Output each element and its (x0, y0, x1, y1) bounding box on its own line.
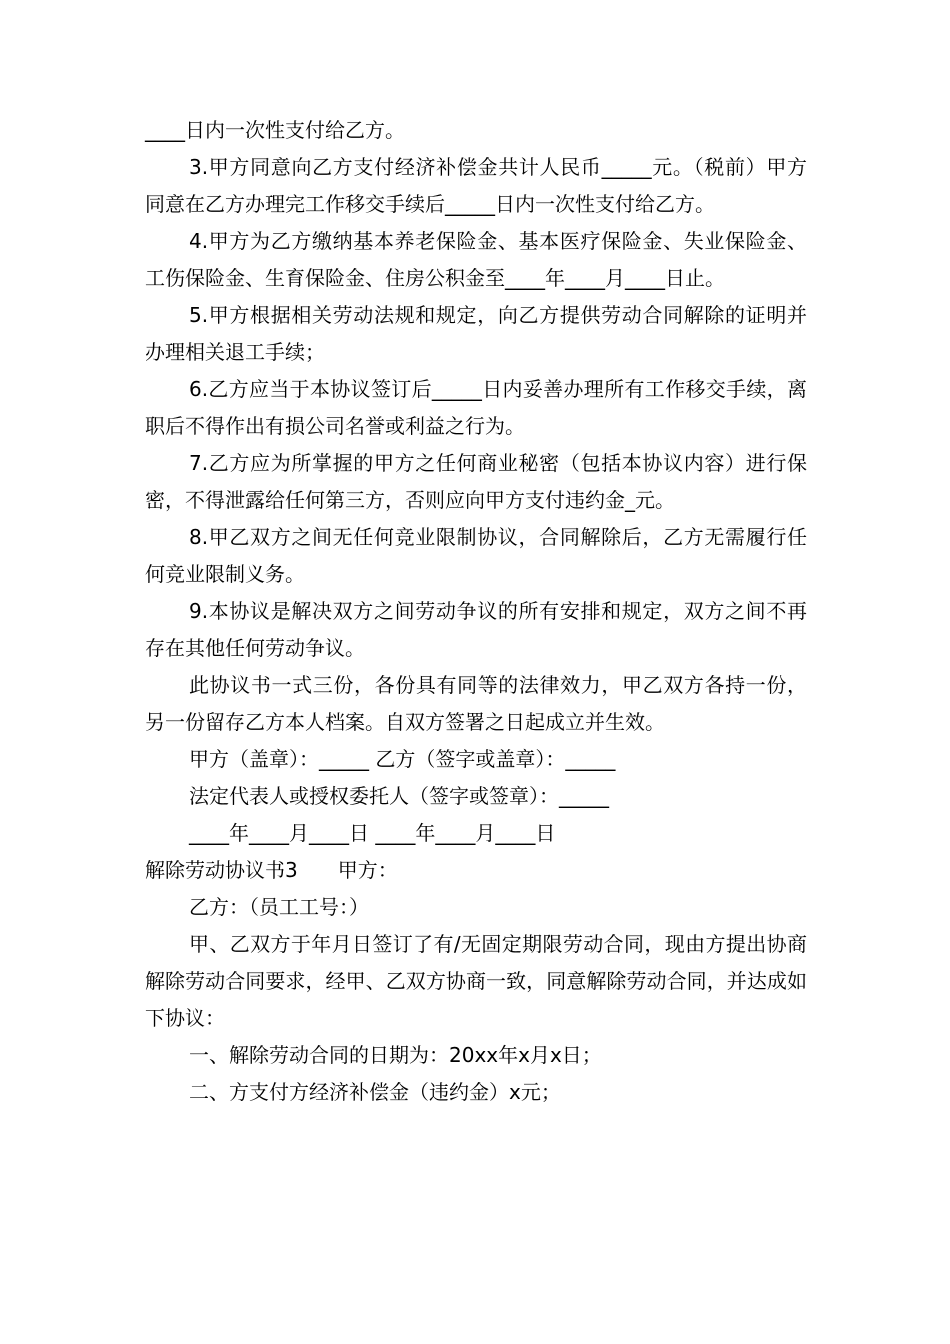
paragraph-clause-3: 3.甲方同意向乙方支付经济补偿金共计人民币_____元。（税前）甲方同意在乙方办理完工作移交手续后_____日内一次性支付给乙方。 (145, 155, 807, 216)
paragraph-clause-9: 9.本协议是解决双方之间劳动争议的所有安排和规定，双方之间不再存在其他任何劳动争议。 (145, 599, 807, 660)
paragraph-item-2: 二、方支付方经济补偿金（违约金）x元； (189, 1080, 561, 1104)
paragraph-party-b: 乙方：（员工工号：） (189, 895, 369, 919)
paragraph-copies: 此协议书一式三份，各份具有同等的法律效力，甲乙双方各持一份，另一份留存乙方本人档案。自双方签署之日起成立并生效。 (145, 673, 807, 734)
paragraph-clause-5: 5.甲方根据相关劳动法规和规定，向乙方提供劳动合同解除的证明并办理相关退工手续； (145, 303, 807, 364)
paragraph-item-1: 一、解除劳动合同的日期为：20xx年x月x日； (189, 1043, 602, 1067)
signature-line-dates: ____年____月____日 ____年____月____日 (189, 821, 556, 845)
paragraph-clause-7: 7.乙方应为所掌握的甲方之任何商业秘密（包括本协议内容）进行保密，不得泄露给任何第三方，否则应向甲方支付违约金_元。 (145, 451, 807, 512)
paragraph-clause-4: 4.甲方为乙方缴纳基本养老保险金、基本医疗保险金、失业保险金、工伤保险金、生育保险金、住房公积金至____年____月____日止。 (145, 229, 807, 290)
document-page (145, 112, 807, 1111)
signature-line-parties: 甲方（盖章）：_____ 乙方（签字或盖章）：_____ (189, 747, 616, 771)
paragraph-payment-days: ____日内一次性支付给乙方。 (145, 118, 405, 142)
paragraph-preamble: 甲、乙双方于年月日签订了有/无固定期限劳动合同，现由方提出协商解除劳动合同要求，经甲、乙双方协商一致，同意解除劳动合同，并达成如下协议： (145, 932, 807, 1030)
signature-line-representative: 法定代表人或授权委托人（签字或签章）：_____ (189, 784, 609, 808)
paragraph-clause-8: 8.甲乙双方之间无任何竞业限制协议，合同解除后，乙方无需履行任何竞业限制义务。 (145, 525, 807, 586)
paragraph-clause-6: 6.乙方应当于本协议签订后_____日内妥善办理所有工作移交手续，离职后不得作出有损公司名誉或利益之行为。 (145, 377, 807, 438)
section-title-agreement-3: 解除劳动协议书3 甲方： (145, 858, 398, 882)
